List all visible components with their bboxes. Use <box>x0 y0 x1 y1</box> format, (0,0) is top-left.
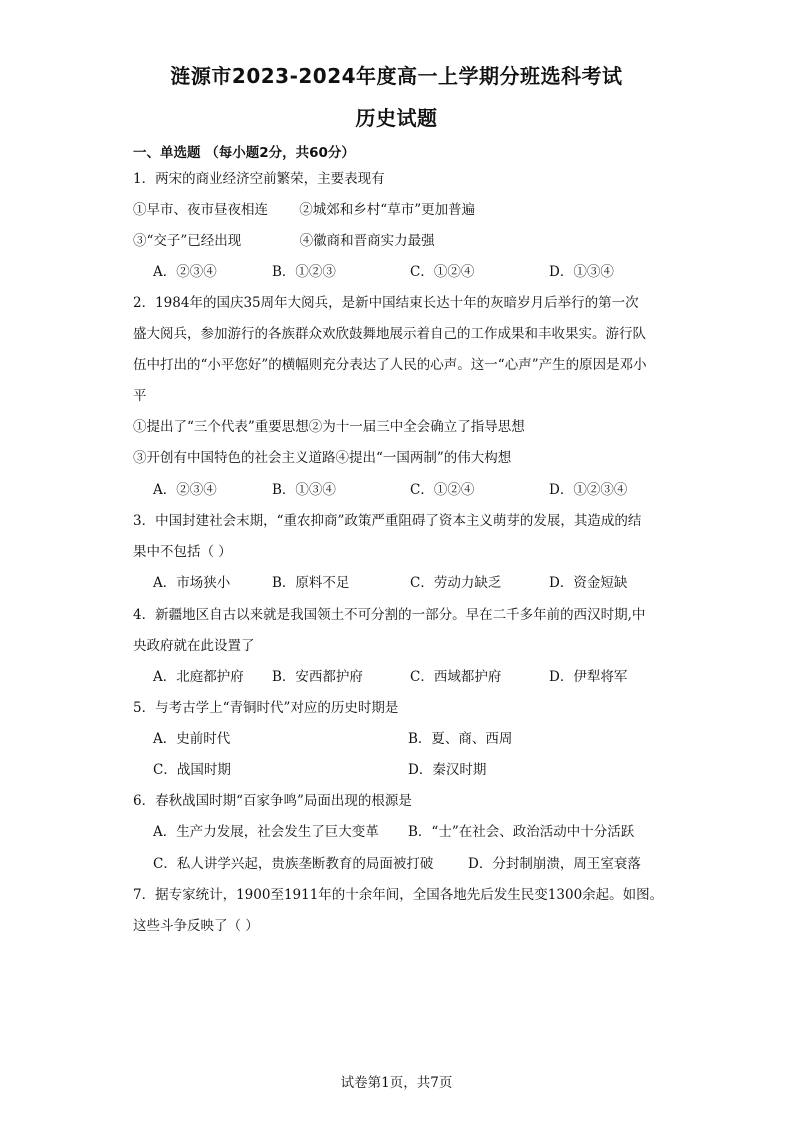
question-6-stem: 6．春秋战国时期“百家争鸣”局面出现的根源是 <box>133 793 412 809</box>
section-heading: 一、单选题 （每小题2分，共60分） <box>133 145 355 161</box>
question-6-option-d[interactable]: D．分封制崩溃，周王室衰落 <box>468 856 641 872</box>
exam-subject-title: 历史试题 <box>355 106 438 130</box>
question-1-items-2: ③“交子”已经出现 ④徽商和晋商实力最强 <box>133 233 435 249</box>
question-5-option-c[interactable]: C．战国时期 <box>153 762 231 778</box>
question-3-option-a[interactable]: A．市场狭小 <box>153 575 231 591</box>
question-6-option-a[interactable]: A．生产力发展，社会发生了巨大变革 <box>153 824 379 840</box>
exam-title: 涟源市2023-2024年度高一上学期分班选科考试 <box>170 64 623 88</box>
question-5-stem: 5．与考古学上“青铜时代”对应的历史时期是 <box>133 700 399 716</box>
question-4-option-c[interactable]: C．西域都护府 <box>410 669 502 685</box>
question-2-option-d[interactable]: D．①②③④ <box>549 482 628 498</box>
question-7-stem-2: 这些斗争反映了（ ） <box>133 918 259 934</box>
question-4-option-b[interactable]: B．安西都护府 <box>272 669 363 685</box>
question-1-option-c[interactable]: C．①②④ <box>410 264 475 280</box>
question-3-stem-1: 3．中国封建社会末期，“重农抑商”政策严重阻碍了资本主义萌芽的发展，其造成的结 <box>133 513 642 529</box>
page-footer: 试卷第1页，共7页 <box>340 1075 453 1091</box>
question-4-stem-1: 4．新疆地区自古以来就是我国领土不可分割的一部分。早在二千多年前的西汉时期,中 <box>133 607 646 623</box>
question-2-stem-4: 平 <box>133 388 147 404</box>
question-1-stem: 1．两宋的商业经济空前繁荣，主要表现有 <box>133 171 385 187</box>
question-7-stem-1: 7．据专家统计，1900至1911年的十余年间，全国各地先后发生民变1300余起。如图。 <box>133 887 664 903</box>
question-2-option-b[interactable]: B．①③④ <box>272 482 336 498</box>
question-4-option-a[interactable]: A．北庭都护府 <box>153 669 244 685</box>
question-3-option-c[interactable]: C．劳动力缺乏 <box>410 575 502 591</box>
question-2-option-a[interactable]: A．②③④ <box>153 482 217 498</box>
question-5-option-d[interactable]: D．秦汉时期 <box>408 762 487 778</box>
question-3-option-b[interactable]: B．原料不足 <box>272 575 350 591</box>
question-1-option-d[interactable]: D．①③④ <box>549 264 614 280</box>
question-2-stem-2: 盛大阅兵，参加游行的各族群众欢欣鼓舞地展示着自己的工作成果和丰收果实。游行队 <box>133 326 646 342</box>
question-5-option-a[interactable]: A．史前时代 <box>153 731 231 747</box>
question-2-stem-3: 伍中打出的“小平您好”的横幅则充分表达了人民的心声。这一“心声”产生的原因是邓小 <box>133 357 647 373</box>
question-1-option-a[interactable]: A．②③④ <box>153 264 217 280</box>
question-6-option-b[interactable]: B．“士”在社会、政治活动中十分活跃 <box>408 824 635 840</box>
question-2-stem-1: 2．1984年的国庆35周年大阅兵，是新中国结束长达十年的灰暗岁月后举行的第一次 <box>133 295 639 311</box>
question-6-option-c[interactable]: C．私人讲学兴起，贵族垄断教育的局面被打破 <box>153 856 434 872</box>
question-2-items-1: ①提出了“三个代表”重要思想②为十一届三中全会确立了指导思想 <box>133 419 525 435</box>
question-1-option-b[interactable]: B．①②③ <box>272 264 336 280</box>
question-5-option-b[interactable]: B．夏、商、西周 <box>408 731 513 747</box>
question-3-stem-2: 果中不包括（ ） <box>133 544 232 560</box>
question-2-option-c[interactable]: C．①②④ <box>410 482 475 498</box>
question-4-stem-2: 央政府就在此设置了 <box>133 638 255 654</box>
question-2-items-2: ③开创有中国特色的社会主义道路④提出“一国两制”的伟大构想 <box>133 450 512 466</box>
question-4-option-d[interactable]: D．伊犁将军 <box>549 669 628 685</box>
question-1-items-1: ①早市、夜市昼夜相连 ②城郊和乡村“草市”更加普遍 <box>133 202 476 218</box>
question-3-option-d[interactable]: D．资金短缺 <box>549 575 628 591</box>
